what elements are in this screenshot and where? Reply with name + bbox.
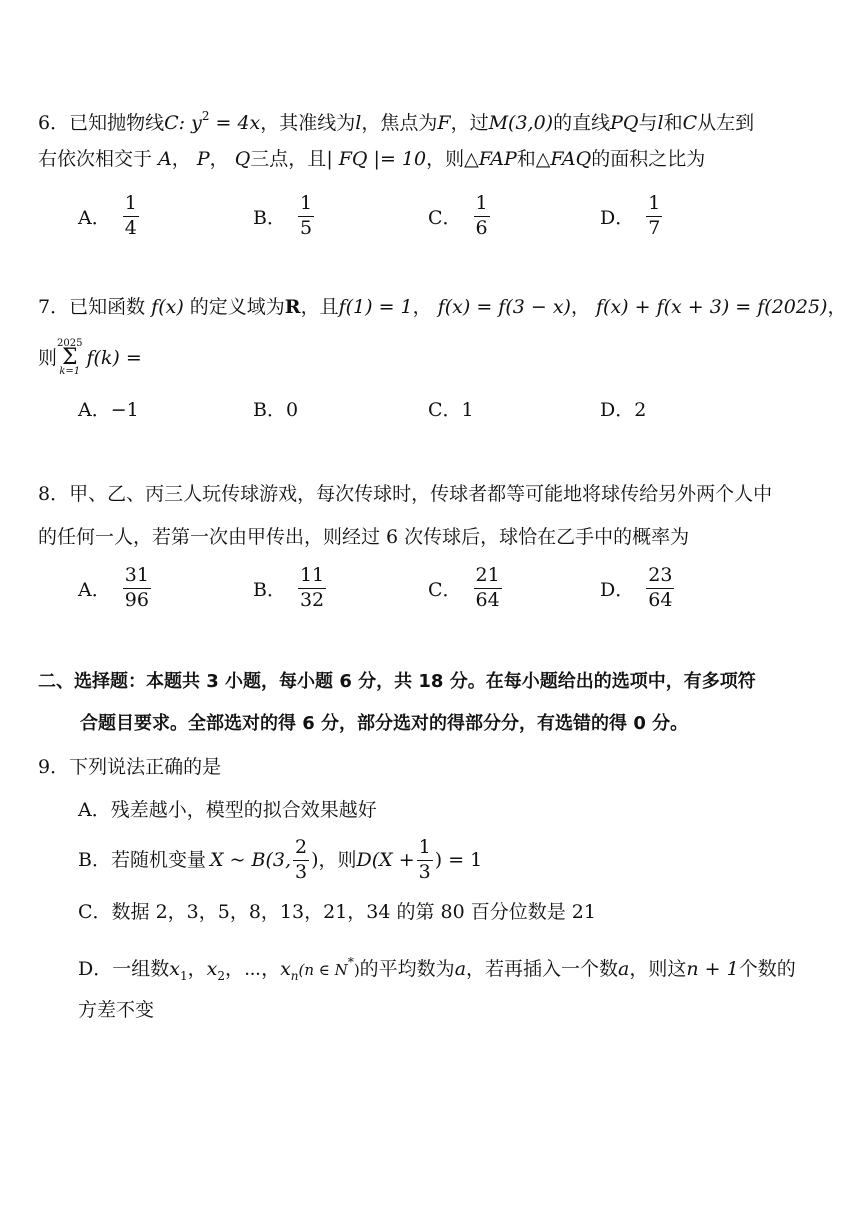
q6-option-b[interactable]: B． $\frac{1}{5}$ xyxy=(253,191,313,239)
q9-stem: 9．下列说法正确的是 xyxy=(38,756,222,778)
q8-option-c[interactable]: C． $\frac{21}{64}$ xyxy=(428,563,500,611)
q7-option-a[interactable]: A．−1 xyxy=(78,399,139,421)
q8-option-b[interactable]: B． $\frac{11}{32}$ xyxy=(253,563,325,611)
fraction: $\frac{11}{32}$ xyxy=(299,563,325,611)
fraction: $\frac{1}{4}$ xyxy=(124,191,137,239)
q6-line1: 6．已知抛物线C: $y^2 = 4x$，其准线为l，焦点为F，过M(3,0)的直线PQ与l和C从左到 xyxy=(38,109,755,134)
q8-line2: 的任何一人，若第一次由甲传出，则经过 6 次传球后，球恰在乙手中的概率为 xyxy=(38,526,690,548)
section2-heading-line1: 二、选择题：本题共 3 小题，每小题 6 分，共 18 分。在每小题给出的选项中，有多项符 xyxy=(38,671,756,692)
section2-heading-line2: 合题目要求。全部选对的得 6 分，部分选对的得部分分，有选错的得 0 分。 xyxy=(80,713,689,734)
q9-number: 9． xyxy=(38,756,70,778)
q8-option-a[interactable]: A． $\frac{31}{96}$ xyxy=(78,563,149,611)
summation: 2025 Σ k=1 xyxy=(57,338,83,377)
q6-option-a[interactable]: A． $\frac{1}{4}$ xyxy=(78,191,137,239)
fraction: $\frac{31}{96}$ xyxy=(124,563,149,611)
fraction: $\frac{1}{6}$ xyxy=(475,191,488,239)
fraction: $\frac{2}{3}$ xyxy=(295,835,308,883)
q6-line2: 右依次相交于 A， P， Q三点，且| FQ |= 10，则△FAP和△FAQ的面积之比为 xyxy=(38,148,706,170)
q7-line1: 7．已知函数 f(x) 的定义域为R，且f(1) = 1， f(x) = f(3 − x)， f(x) + f(x + 3) = f(2025)， xyxy=(38,296,847,318)
q9-option-c[interactable]: C．数据 2，3，5，8，13，21，34 的第 80 百分位数是 21 xyxy=(78,901,596,923)
q9-option-d-line2: 方差不变 xyxy=(78,999,155,1021)
q9-option-b[interactable]: B．若随机变量 X ~ B(3, $\frac{2}{3}$ ) ，则 D(X + $\frac{1}{3}$ ) = 1 xyxy=(78,835,483,883)
q6-number: 6． xyxy=(38,112,70,134)
q7-option-d[interactable]: D．2 xyxy=(600,399,647,421)
q9-option-d[interactable]: D．一组数$x_1$，$x_2$，⋯，$x_n(n$ ∈ N*)的平均数为a，若再插入一个数a，则这n + 1个数的 xyxy=(78,955,796,983)
q8-option-d[interactable]: D． $\frac{23}{64}$ xyxy=(600,563,673,611)
q6-option-c[interactable]: C． $\frac{1}{6}$ xyxy=(428,191,488,239)
fraction: $\frac{1}{5}$ xyxy=(299,191,313,239)
q7-number: 7． xyxy=(38,296,70,318)
fraction: $\frac{23}{64}$ xyxy=(648,563,673,611)
q7-option-c[interactable]: C．1 xyxy=(428,399,474,421)
q7-line2: 则 2025 Σ k=1 f(k) = xyxy=(38,338,142,377)
fraction: $\frac{1}{7}$ xyxy=(648,191,661,239)
q8-line1: 8．甲、乙、丙三人玩传球游戏，每次传球时，传球者都等可能地将球传给另外两个人中 xyxy=(38,483,773,505)
q9-option-a[interactable]: A．残差越小，模型的拟合效果越好 xyxy=(78,799,377,821)
fraction: $\frac{21}{64}$ xyxy=(475,563,500,611)
q8-number: 8． xyxy=(38,483,70,505)
q7-option-b[interactable]: B．0 xyxy=(253,399,299,421)
q6-option-d[interactable]: D． $\frac{1}{7}$ xyxy=(600,191,661,239)
fraction: $\frac{1}{3}$ xyxy=(418,835,431,883)
